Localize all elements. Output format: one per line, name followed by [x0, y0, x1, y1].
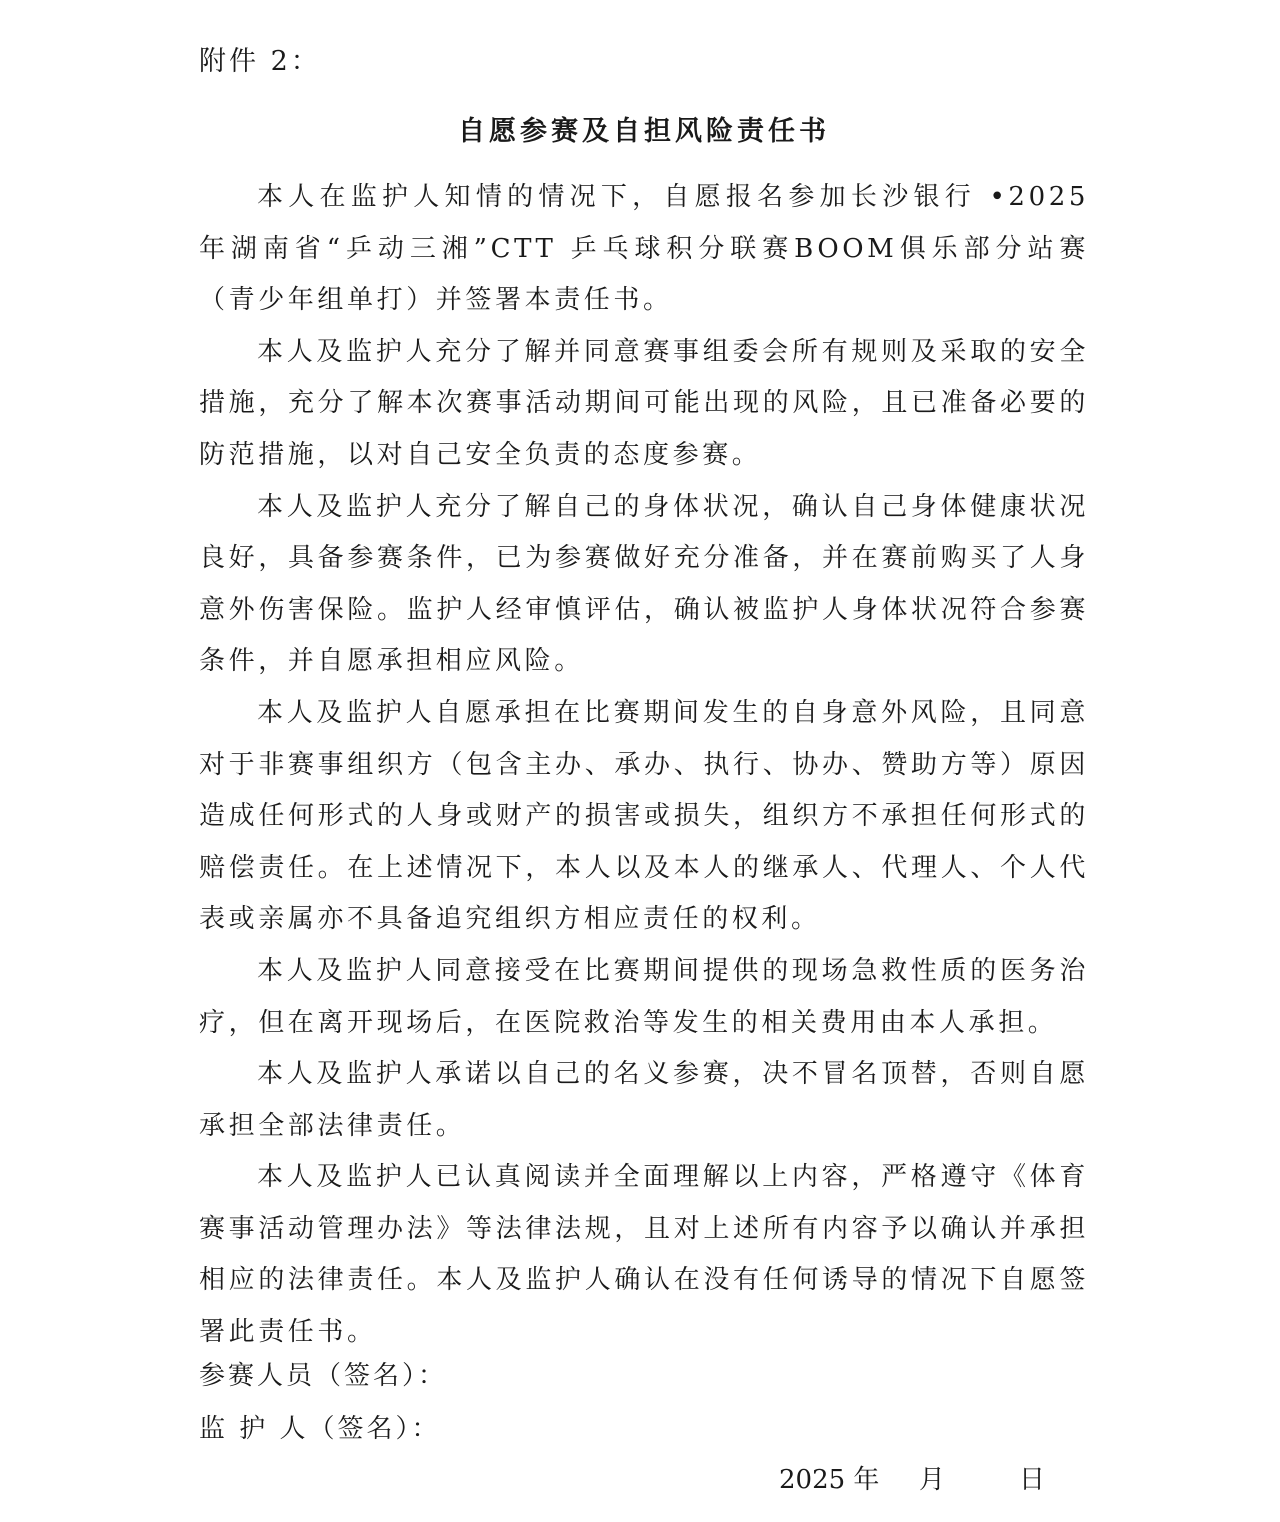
paragraph-health: 本人及监护人充分了解自己的身体状况，确认自己身体健康状况良好，具备参赛条件，已为参赛做好充分准备，并在赛前购买了人身意外伤害保险。监护人经审慎评估，确认被监护人身体状况符合参赛条件，并自愿承担相应风险。: [199, 491, 1089, 677]
guardian-signature-line: 监 护 人（签名）：: [199, 1414, 441, 1444]
attachment-label: 附件 2：: [199, 46, 321, 77]
date-month: 月: [919, 1465, 946, 1495]
paragraph-registration: 本人在监护人知情的情况下，自愿报名参加长沙银行 •2025 年湖南省“乒动三湘”CTT 乒乓球积分联赛BOOM俱乐部分站赛（青少年组单打）并签署本责任书。: [199, 182, 1089, 316]
paragraph-liability: 本人及监护人自愿承担在比赛期间发生的自身意外风险，且同意对于非赛事组织方（包含主办、承办、执行、协办、赞助方等）原因造成任何形式的人身或财产的损害或损失，组织方不承担任何形式的赔偿责任。在上述情况下，本人以及本人的继承人、代理人、个人代表或亲属亦不具备追究组织方相应责任的权利。: [199, 697, 1089, 935]
document-title: 自愿参赛及自担风险责任书: [458, 116, 830, 147]
paragraph-confirmation: 本人及监护人已认真阅读并全面理解以上内容，严格遵守《体育赛事活动管理办法》等法律法规，且对上述所有内容予以确认并承担相应的法律责任。本人及监护人确认在没有任何诱导的情况下自愿签署此责任书。: [199, 1162, 1089, 1348]
paragraph-rules-safety: 本人及监护人充分了解并同意赛事组委会所有规则及采取的安全措施，充分了解本次赛事活动期间可能出现的风险，且已准备必要的防范措施，以对自己安全负责的态度参赛。: [199, 336, 1089, 470]
date-year: 2025 年: [779, 1465, 880, 1495]
paragraph-medical: 本人及监护人同意接受在比赛期间提供的现场急救性质的医务治疗，但在离开现场后，在医院救治等发生的相关费用由本人承担。: [199, 955, 1089, 1038]
paragraph-identity: 本人及监护人承诺以自己的名义参赛，决不冒名顶替，否则自愿承担全部法律责任。: [199, 1059, 1089, 1141]
date-line: [779, 1460, 1045, 1500]
document-body: [199, 172, 1089, 1359]
participant-signature-line: 参赛人员（签名）：: [199, 1361, 448, 1391]
date-day: 日: [1019, 1465, 1046, 1495]
